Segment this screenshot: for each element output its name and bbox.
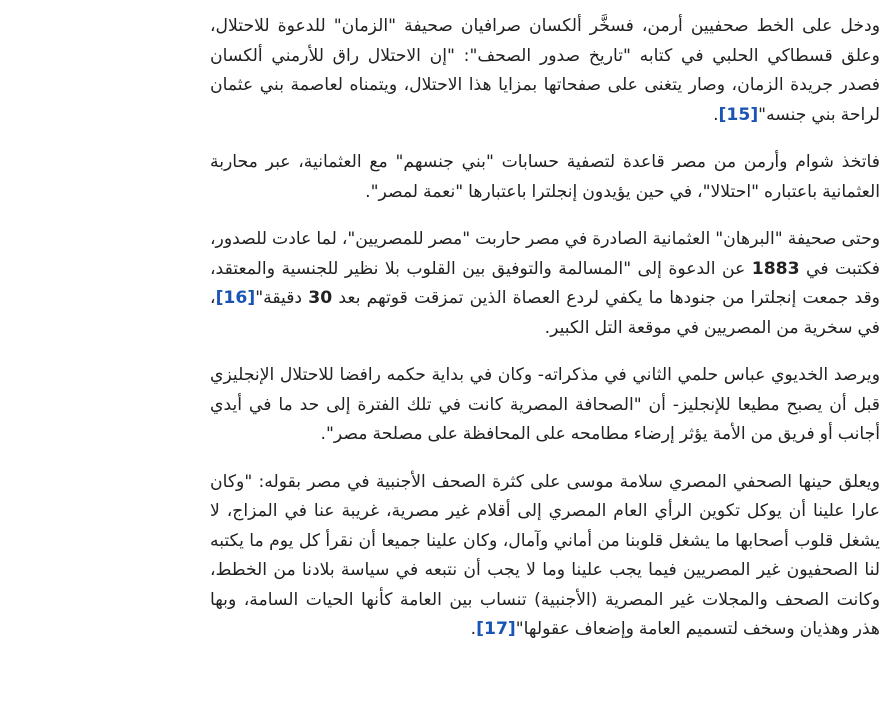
paragraph-4 bbox=[210, 361, 880, 450]
paragraph-text: دقيقة" bbox=[255, 288, 309, 308]
paragraph-text: وحتى صحيفة "البرهان" العثمانية الصادرة في مصر حاربت "مصر للمصريين"، لما عادت للصدور، فكتبت في bbox=[210, 229, 880, 279]
paragraph-text: ودخل على الخط صحفيين أرمن، فسخَّر ألكسان صرافيان صحيفة "الزمان" للدعوة للاحتلال، وعلق قسطاكي الحلبي في كتابه "تاريخ صدور الصحف": "إن الاحتلال راق للأرمني ألكسان فصدر جريدة الزمان، وصار يتغنى على صفحاتها بمزايا هذا الاحتلال، ويتمناه لعاصمة بني عثمان لراحة بني جنسه" bbox=[210, 16, 880, 125]
paragraph-5 bbox=[210, 468, 880, 645]
paragraph-text: ويعلق حينها الصحفي المصري سلامة موسى على كثرة الصحف الأجنبية في مصر بقوله: "وكان عارا علينا أن يوكل تكوين الرأي العام المصري إلى أقلام غير مصرية، غريبة عنا في المزاج، لا يشغل قلوب أصحابها ما يشغل قلوبنا من أماني وآمال، وكان علينا جميعا أن نقرأ كل يوم ما يكتبه لنا الصحفيون غير المصريين فيما يجب علينا وما لا يجب أن نتبعه في سياسة بلادنا من الخطط، وكانت الصحف والمجلات غير المصرية (الأجنبية) تنساب بين العامة كأنها الحيات السامة، وبها هذر وهذيان وسخف لتسميم العامة وإضعاف عقولها" bbox=[210, 471, 880, 639]
paragraph-text: ويرصد الخديوي عباس حلمي الثاني في مذكراته- وكان في بداية حكمه رافضا للاحتلال الإنجليزي قبل أن يصبح مطيعا للإنجليز- أن "الصحافة المصرية كانت في تلك الفترة إلى حد ما في أيدي أجانب أو فريق من الأمة يؤثر إرضاء مطامحه على المحافظة على مصلحة مصر". bbox=[210, 365, 880, 444]
minutes-number: 30 bbox=[308, 288, 333, 308]
paragraph-text: فاتخذ شوام وأرمن من مصر قاعدة لتصفية حسابات "بني جنسهم" مع العثمانية، عبر محاربة العثمانية باعتباره "احتلالا"، في حين يؤيدون إنجلترا باعتبارها "نعمة لمصر". bbox=[210, 152, 880, 202]
footnote-link-15[interactable]: [15] bbox=[718, 104, 759, 125]
paragraph-text: ، في سخرية من المصريين في موقعة التل الكبير. bbox=[210, 288, 880, 338]
paragraph-text: عن الدعوة إلى "المسالمة والتوفيق بين القلوب بلا نظير للجنسية والمعتقد، وقد جمعت إنجلترا من جنودها ما يكفي لردع العصاة الذين تمزقت قوتهم بعد bbox=[210, 258, 880, 308]
footnote-link-16[interactable]: [16] bbox=[215, 288, 256, 308]
paragraph-3 bbox=[210, 225, 880, 343]
article-body bbox=[210, 12, 880, 663]
year-number: 1883 bbox=[751, 258, 800, 279]
paragraph-text: . bbox=[713, 104, 719, 125]
paragraph-text: . bbox=[470, 619, 477, 639]
paragraph-1 bbox=[210, 12, 880, 130]
paragraph-2 bbox=[210, 148, 880, 207]
footnote-link-17[interactable]: [17] bbox=[476, 619, 516, 639]
